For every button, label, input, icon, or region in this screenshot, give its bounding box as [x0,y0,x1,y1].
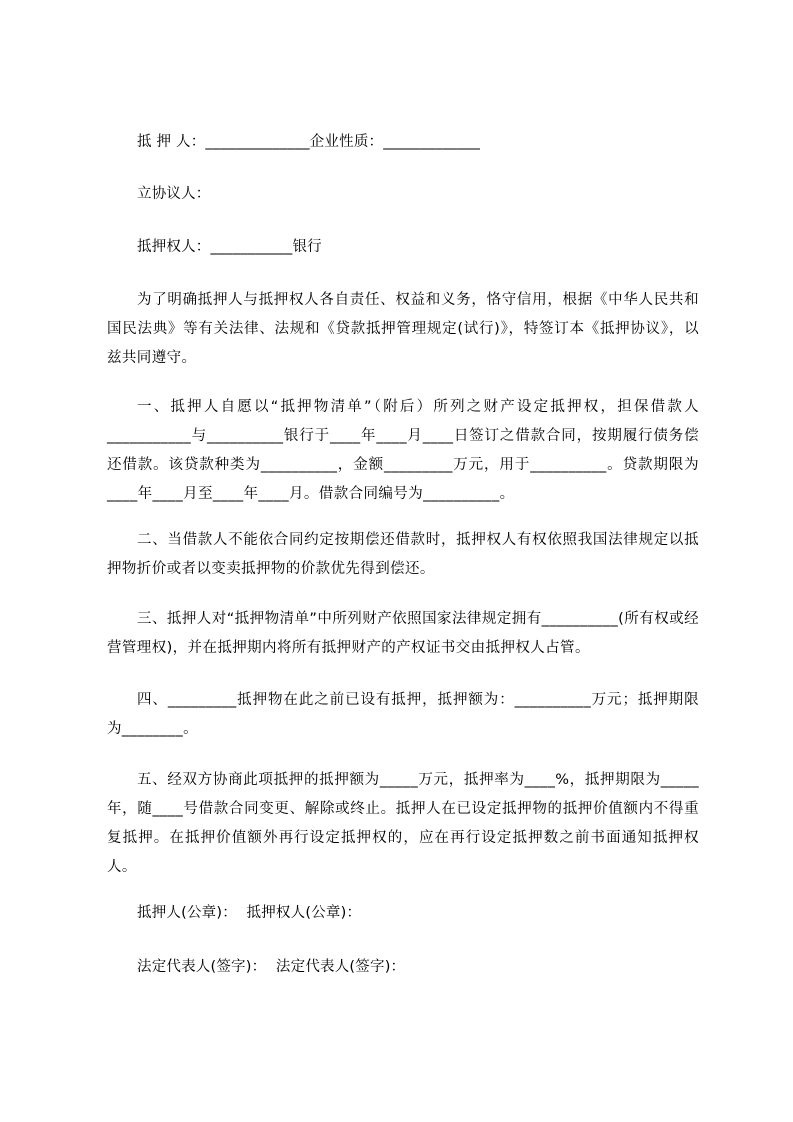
mortgagor-line: 抵 押 人：______________企业性质：_____________ [137,134,481,150]
clause-3: 三、抵押人对“抵押物清单”中所列财产依照国家法律规定拥有__________(所有权或经营管理权)，并在抵押期内将所有抵押财产的产权证书交由抵押权人占管。 [107,611,699,656]
clause-5: 五、经双方协商此项抵押的抵押额为_____万元，抵押率为____%，抵押期限为_____年，随____号借款合同变更、解除或终止。抵押人在已设定抵押物的抵押价值额内不得重复抵押。在抵押价值额外再行设定抵押权的，应在再行设定抵押数之前书面通知抵押权人。 [107,772,699,875]
mortgagee-line: 抵押权人：___________银行 [137,239,322,255]
clause-2: 二、当借款人不能依合同约定按期偿还借款时，抵押权人有权依照我国法律规定以抵押物折价或者以变卖抵押物的价款优先得到偿还。 [107,532,699,577]
intro-paragraph: 为了明确抵押人与抵押权人各自责任、权益和义务，恪守信用，根据《中华人民共和国民法典》等有关法律、法规和《贷款抵押管理规定(试行)》，特签订本《抵押协议》，以兹共同遵守。 [107,292,699,366]
seal-signature-line: 抵押人(公章)： 抵押权人(公章)： [137,905,362,921]
clause-4: 四、_________抵押物在此之前已设有抵押，抵押额为：__________万元；抵押期限为________。 [107,692,699,737]
representative-signature-line: 法定代表人(签字)： 法定代表人(签字)： [137,959,406,975]
clause-1: 一、抵押人自愿以“抵押物清单”（附后）所列之财产设定抵押权，担保借款人___________与__________银行于____年____月____日签订之借款合同，按期履行债务偿还借款。该贷款种类为__________，金额_________万元，用于__________。贷款期限为____年____月至____年____月。借款合同编号为__________。 [107,399,699,502]
agreement-party-line: 立协议人： [137,186,211,202]
